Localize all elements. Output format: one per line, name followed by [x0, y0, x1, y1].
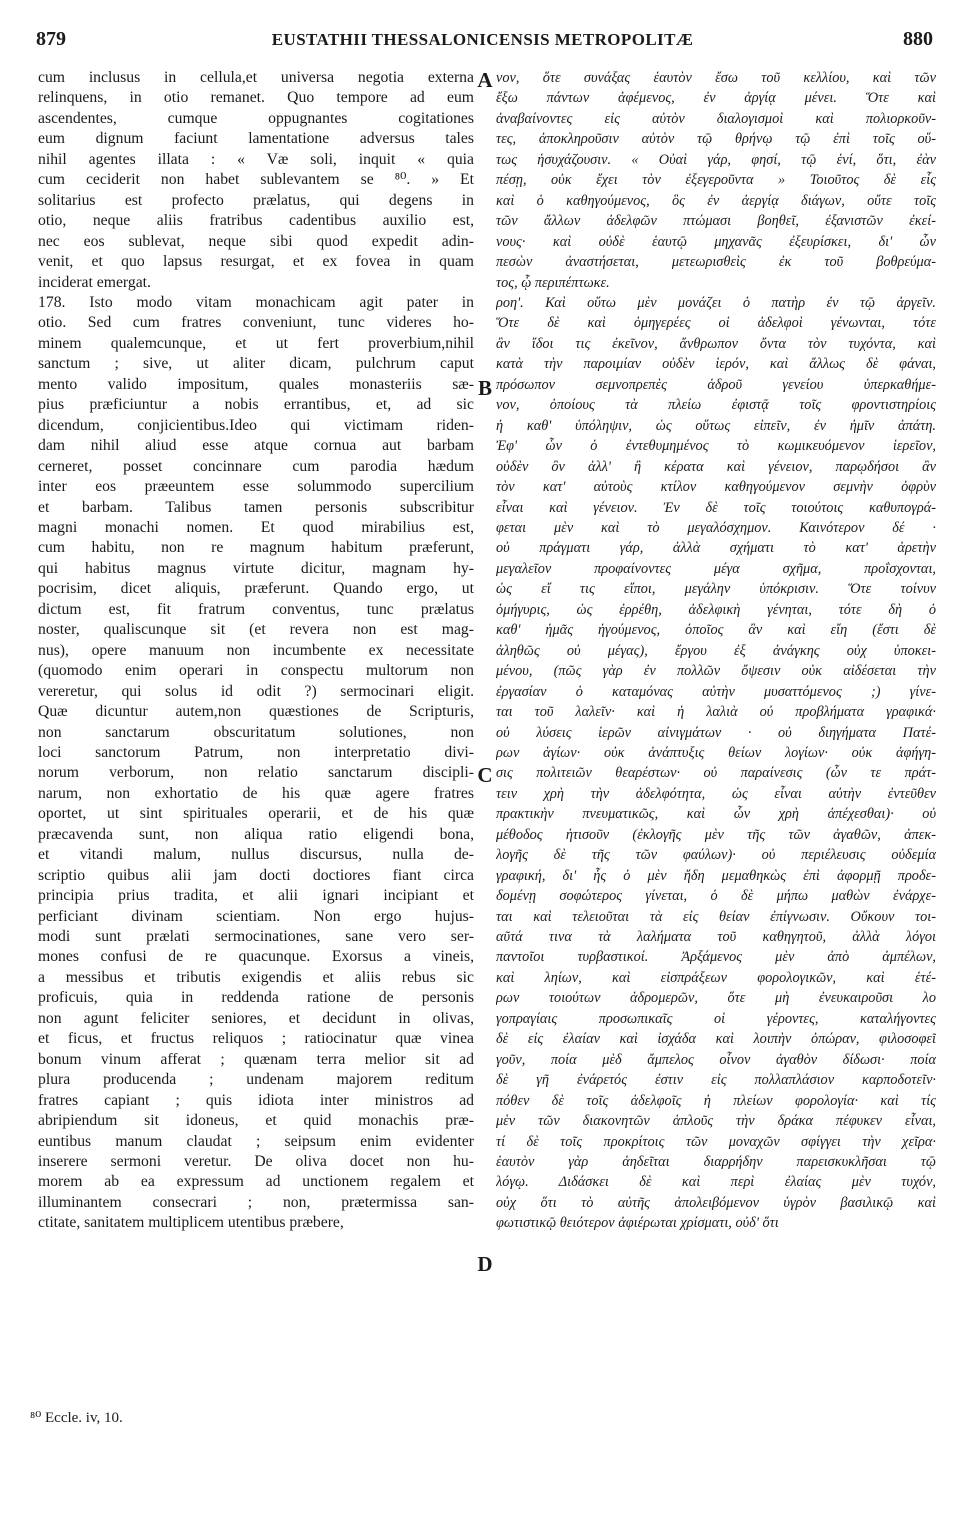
- greek-text-line: νους· καὶ οὐδὲ ἑαυτῷ μηχανᾶς ἐξευρίσκει, δι' ὧν: [496, 233, 936, 250]
- greek-text-line: οὐδὲν ὂν ἀλλ' ἢ κέρατα καὶ γένειον, παρῳδήσοι ἂν: [496, 458, 936, 475]
- latin-text-line: abripiendum sit idoneus, et quid monachis præ-: [38, 1112, 474, 1130]
- latin-text-line: illuminantem consecrari ; non, prætermissa san-: [38, 1193, 474, 1211]
- greek-text-line: οὐ λύσεις ἱερῶν αἰνιγμάτων · οὐ διηγήματα Πατέ-: [496, 724, 936, 741]
- latin-text-line: cum habitu, non re magnum habitum præferunt,: [38, 539, 474, 557]
- latin-text-line: mento valido impositum, quales monasteriis sæ-: [38, 375, 474, 393]
- latin-text-line: non sanctarum obscuritatum solutiones, non: [38, 723, 474, 741]
- greek-text-line: ται καὶ τελειοῦται τὰ εἰς θείαν ἐπίγνωσιν. Οὔκουν τοι-: [496, 908, 936, 925]
- greek-text-line: κατὰ τὴν παροιμίαν οὐδὲν ἱερόν, καὶ ἄλλως δὲ φάναι,: [496, 356, 936, 373]
- greek-text-line: ἔξω πάντων ἀφέμενος, ἐν ἀργίᾳ μένει. Ὅτε καὶ: [496, 90, 936, 107]
- latin-text-line: inserere sermoni veretur. De oliva docet non hu-: [38, 1153, 474, 1171]
- latin-text-line: sanctum ; sive, ut aliter dicam, pulchrum caput: [38, 355, 474, 373]
- greek-text-line: μεγαλεῖον προφαίνοντες μέγα σχῆμα, προΐσχονται,: [496, 560, 936, 577]
- greek-text-line: ὡς εἴ τις εἴποι, μεγάλην ὑπόκρισιν. Ὅτε τοίνυν: [496, 581, 936, 598]
- greek-text-line: νον, ὅτε συνάξας ἑαυτὸν ἔσω τοῦ κελλίου, καὶ τῶν: [496, 70, 936, 86]
- latin-text-line: fratres capiant ; quis idiota inter ministros ad: [38, 1091, 474, 1109]
- greek-text-line: γοῦν, ποία μὲδ ἄμπελος οἶνον ἀγαθὸν δίδωσι· ποία: [496, 1051, 936, 1068]
- latin-text-line: a messibus et tributis exigendis et aliis rebus sic: [38, 968, 474, 986]
- latin-text-line: Quæ dicuntur autem,non quæstiones de Scripturis,: [38, 703, 474, 721]
- greek-text-line: εἶναι καὶ γένειον. Ἐν δὲ τοῖς τοιούτοις καθυπογρά-: [496, 499, 936, 516]
- latin-text-line: solitarius est profecto prælatus, qui degens in: [38, 191, 474, 209]
- greek-text-line: μὲν τῶν διακονητῶν ἁπλοῦς τὴν δράκα πέφυκεν εἶναι,: [496, 1113, 936, 1130]
- latin-text-line: dicendum, conjicientibus.Ideo qui victimam riden-: [38, 416, 474, 434]
- latin-text-line: norum verborum, non relatio sanctarum discipli-: [38, 764, 474, 782]
- greek-text-line: τως ἡσυχάζουσιν. « Οὐαὶ γάρ, φησί, τῷ ἑνί, ὅτι, ἐὰν: [496, 151, 936, 168]
- latin-text-line: inciderat emergat.: [38, 273, 151, 291]
- latin-text-line: præcavenda sunt, non aliqua ratio eligendi bona,: [38, 825, 474, 843]
- latin-text-line: mones confusi de re quacunque. Exorsus a vineis,: [38, 948, 474, 966]
- greek-text-line: γραφική, δι' ἧς ὁ μὲν ἤδη μεμαθηκὼς ἐπὶ ἀφορμῇ προδε-: [496, 867, 936, 884]
- latin-text-line: nus), opere manuum non incumbente ex necessitate: [38, 641, 474, 659]
- greek-text-line: φωτιστικῷ θειότερον ἀφιέρωται χρίσματι, οὐδ' ὅτι: [496, 1215, 779, 1232]
- latin-text-line: pius præficiuntur a nobis errantibus, et, ad sic: [38, 396, 474, 414]
- greek-text-line: δὲ γῆ ἐνάρετός ἐστιν εἰς πολλαπλάσιον καρποδοτεῖν·: [496, 1072, 936, 1089]
- greek-text-line: ρων ἁγίων· οὐκ ἀνάπτυξις θείων λογίων· οὐκ ἀφήγη-: [496, 744, 936, 761]
- greek-text-line: τὸν κατ' αὐτοὺς κτίλον καθηγούμενον σεμνὴν ὀφρὺν: [496, 479, 936, 496]
- greek-text-line: δομένῃ σοφώτερος γίνεται, ὁ δὲ μήπω μαθὼν ἐνάρχε-: [496, 888, 936, 905]
- greek-text-line: πρόσωπον σεμνοπρεπὲς ἁδροῦ γενείου ὑπερκαθήμε-: [496, 376, 936, 393]
- greek-text-line: λόγῳ. Διδάσκει δὲ καὶ περὶ ἐλαίας μὲν τυχόν,: [496, 1174, 936, 1191]
- greek-text-line: καθ' ἡμᾶς ἡγούμενος, ὁποῖος ἂν καὶ εἴη (ἔστι δὲ: [496, 622, 936, 639]
- running-title: EUSTATHII THESSALONICENSIS METROPOLITÆ: [271, 30, 694, 49]
- latin-text-line: perficiant divinam scientiam. Non ergo hujus-: [38, 907, 474, 925]
- latin-text-line: venit, et quo lapsus resurgat, et ex fovea in quam: [38, 253, 474, 271]
- latin-text-line: morem ab ea expressum ad unctionem regalem et: [38, 1173, 474, 1191]
- latin-text-line: minem qualemcunque, et ut fert proverbium,nihil: [38, 334, 474, 352]
- greek-text-line: τῶν ἄλλων ἀδελφῶν πτώμασι βοηθεῖ, ἐξανιστῶν ἐκεί-: [496, 213, 936, 230]
- margin-letter-b: B: [477, 376, 492, 400]
- margin-letter-d: D: [477, 1252, 493, 1276]
- greek-text-line: τειν χρὴ τὴν ἀδελφότητα, ὡς εἶναι αὐτὴν ἐντεῦθεν: [496, 785, 936, 802]
- latin-text-line: et barbam. Talibus tamen personis subscribitur: [38, 498, 474, 516]
- latin-text-line: 178. Isto modo vitam monachicam agit pater in: [38, 293, 474, 311]
- latin-text-line: otio, neque aliis fratribus cadentibus auxilio est,: [38, 212, 474, 230]
- latin-text-line: cum inclusus in cellula,et universa negotia externa: [38, 69, 474, 86]
- latin-text-line: bonum vinum afferat ; quænam terra melior sit ad: [38, 1050, 474, 1068]
- latin-text-line: noster, qualiscunque sit (et revera non est mag-: [38, 621, 474, 639]
- latin-text-line: otio. Sed cum fratres conveniunt, tunc videres ho-: [38, 314, 474, 332]
- greek-text-line: τες, ἀποκληροῦσιν αὐτὸν τῷ θρήνῳ τῷ ἐπὶ τοῖς οὕ-: [496, 131, 936, 148]
- margin-letter-c: C: [477, 763, 493, 787]
- footnote: ⁸⁰ Eccle. iv, 10.: [30, 1410, 123, 1426]
- latin-text-line: narum, non exhortatio de his quæ agere fratres: [38, 784, 474, 802]
- greek-text-line: ροη'. Καὶ οὕτω μὲν μονάζει ὁ πατὴρ ἐν τῷ ἀργεῖν.: [496, 294, 936, 311]
- page-number-right: 880: [903, 28, 933, 50]
- greek-text-line: νον, ὁποίους τὰ πλείω ἐφιστᾷ τοῖς φροντιστηρίοις: [496, 397, 936, 414]
- greek-text-line: ἡ καθ' ὑπόληψιν, ὡς οὕτως εἰπεῖν, ἐν ἡμῖν ἀπάτη.: [496, 417, 936, 434]
- latin-text-line: nihil agentes illata : « Væ soli, inquit « quia: [38, 150, 474, 168]
- latin-text-line: cum ceciderit non habet sublevantem se ⁸⁰. » Et: [38, 171, 474, 189]
- greek-text-line: πόθεν δὲ τοῖς ἀδελφοῖς ἡ πλείων φορολογία· καὶ τίς: [496, 1092, 936, 1109]
- greek-text-line: ται τοῦ λαλεῖν· καὶ ἡ λαλιὰ οὐ προβλήματα γραφικά·: [496, 704, 936, 721]
- greek-text-line: Ἐφ' ὧν ὁ ἐντεθυμημένος τὸ κωμικευόμενον ἱερεῖον,: [496, 438, 936, 455]
- greek-text-line: λογῆς δὲ τῆς τῶν φαύλων)· οὐ περιέλευσις οὐδεμία: [496, 847, 936, 864]
- latin-text-line: ctitate, sanitatem multiplicem utentibus præbere,: [38, 1214, 344, 1232]
- latin-text-line: cerneret, posset concinnare cum parodia hædum: [38, 457, 474, 475]
- latin-text-line: vereretur, qui solus id odit ?) sermocinari eligit.: [38, 682, 474, 700]
- greek-text-line: οὐχ ὅτι τὸ αὐτῆς ἀπολειβόμενον ὑγρὸν βασιλικῷ καὶ: [496, 1194, 936, 1211]
- greek-text-line: καὶ ὁ καθηγούμενος, ὃς ἐν ἀεργίᾳ διάγων, οὔτε τοῖς: [496, 192, 936, 209]
- latin-column: [38, 68, 474, 1398]
- greek-text-line: μένου, (πῶς γὰρ ἐν πολλῶν ὄψεσιν οὐκ αἰδέσεται τὴν: [496, 663, 936, 680]
- latin-text-line: et ficus, et fructus reliquos ; ratiocinatur quæ vinea: [38, 1030, 474, 1048]
- greek-text-line: Ὅτε δὲ καὶ ὁμηγερέες οἱ ἀδελφοὶ γένωνται, τότε: [496, 315, 936, 332]
- greek-text-line: γοπραγίαις προσωπικαῖς οἱ γέροντες, καταλήγοντες: [496, 1010, 936, 1027]
- greek-text-line: παντοῖοι τυρβαστικοί. Ἀρξάμενος μὲν ἀπὸ ἀμπέλων,: [496, 949, 936, 966]
- greek-text-line: ἐργασίαν ὁ καταμόνας αὐτὴν μυσαττόμενος ;) γίνε-: [496, 683, 936, 700]
- latin-text-line: scriptio quibus alii jam docti doctiores fiant circa: [38, 866, 474, 884]
- greek-text-line: δὲ εἰς ἐλαίαν καὶ ἰσχάδα καὶ λοιπὴν ὀπώραν, φιλοσοφεῖ: [496, 1031, 936, 1048]
- greek-text-line: ὁμήγυρις, ὡς ἐρρέθη, ἀδελφικὴ γένηται, τότε δὴ ὁ: [496, 601, 936, 618]
- latin-text-line: eum dignum faciunt lamentatione adversus tales: [38, 130, 474, 148]
- latin-text-line: dam nihil aliud esse atque cornua aut barbam: [38, 437, 474, 455]
- greek-text-line: ἀναβαίνοντες εἰς αὐτὸν διαλογισμοὶ καὶ πολιορκοῦν-: [496, 110, 936, 127]
- page-header: [30, 28, 935, 58]
- greek-text-line: τος, ᾧ περιπέπτωκε.: [496, 274, 610, 291]
- latin-text-line: inter eos præeuntem esse solummodo supercilium: [38, 478, 474, 496]
- latin-text-line: oportet, ut sint spirituales operarii, et de his quæ: [38, 805, 474, 823]
- latin-text-line: euntibus manum claudat ; seipsum enim evidenter: [38, 1132, 474, 1150]
- greek-text-line: μέθοδος ἡτισοῦν (ἐκλογῆς μὲν τῆς τῶν ἀγαθῶν, ἀπεκ-: [496, 826, 936, 843]
- greek-text-line: ἑαυτὸν γὰρ ἀηδεῖται διαρρήδην παρεισκυκλῆσαι τῷ: [496, 1154, 936, 1171]
- margin-letter-a: A: [477, 68, 493, 92]
- greek-text-line: πέσῃ, οὐκ ἔχει τὸν ἐξεγεροῦντα » Τοιοῦτος δὲ εἷς: [496, 172, 936, 189]
- latin-text-line: nec eos sublevat, neque sibi quod expedit adin-: [38, 232, 474, 250]
- greek-text-line: οὐ πράγματι γάρ, ἀλλὰ σχήματι τὸ κατ' ἀρετὴν: [496, 540, 936, 557]
- page-number-left: 879: [36, 28, 66, 50]
- greek-text-line: πρακτικὴν πνευματικῶς, καὶ ὧν χρὴ ἀπέχεσθαι)· οὐ: [496, 806, 936, 823]
- latin-text-line: modi sunt prælati sermocinationes, sane vero ser-: [38, 928, 474, 946]
- latin-text-line: non agunt feliciter seniores, et decidunt in olivas,: [38, 1009, 474, 1027]
- latin-text-line: magni monachi nomen. Et quod mirabilius est,: [38, 518, 474, 536]
- greek-text-line: σις πολιτειῶν θεαρέστων· οὐ παραίνεσις (ὧν τε πράτ-: [496, 765, 936, 782]
- greek-text-line: φεται μὲν καὶ τὸ μεγαλόσχημον. Καινότερον δέ ·: [496, 519, 936, 536]
- latin-text-line: proficuis, quia in reddenda ratione de personis: [38, 989, 474, 1007]
- latin-text-line: ascendentes, cumque oppugnantes cogitationes: [38, 109, 474, 127]
- latin-text-line: (quomodo enim operari in conspectu multorum non: [38, 662, 474, 680]
- latin-text-line: relinquens, in otio remanet. Quo tempore ad eum: [38, 89, 474, 107]
- greek-text-line: ἀληθῶς οὐ μέγας), ἔργου ἐξ ἀνάγκης οὐχ ὑποκει-: [496, 642, 936, 659]
- greek-text-line: ἂν ἴδοι τις ἐκεῖνον, ἄνθρωπον ὄντα τὸν τυχόντα, καὶ: [496, 335, 936, 352]
- latin-text-line: dictum est, fit fratrum conventus, tunc prælatus: [38, 600, 474, 618]
- greek-column: [496, 68, 936, 1398]
- latin-text-line: qui habitus magnus virtute dicitur, magnam hy-: [38, 559, 474, 577]
- greek-text-line: ρων τοιούτων ἁδρομερῶν, ὅτε μὴ ἐνευκαιροῦσι λο: [496, 990, 936, 1007]
- greek-text-line: καὶ ληίων, καὶ εἰσπράξεων φορολογικῶν, καὶ ἑτέ-: [496, 969, 936, 986]
- latin-text-line: loci sanctorum Patrum, non interpretatio divi-: [38, 743, 474, 761]
- greek-text-line: αῦτά τινα τὰ λαλήματα τοῦ καθηγητοῦ, ἀλλὰ λόγοι: [496, 929, 936, 946]
- greek-text-line: πεσὼν ἀναστήσεται, μετεωρισθεὶς ἐκ τοῦ βοθρεύμα-: [496, 254, 936, 271]
- latin-text-line: plura producenda ; undenam majorem reditum: [38, 1071, 474, 1089]
- latin-text-line: principia prius tradita, et alii ignari incipiant et: [38, 887, 474, 905]
- greek-text-line: τί δὲ τοῖς προκρίτοις τῶν μοναχῶν σφίγγει τὴν χεῖρα·: [496, 1133, 936, 1150]
- latin-text-line: et vitandi malum, nullus discursus, nulla de-: [38, 846, 474, 864]
- latin-text-line: pocrisim, dicet aliquis, præferunt. Quando ergo, ut: [38, 580, 474, 598]
